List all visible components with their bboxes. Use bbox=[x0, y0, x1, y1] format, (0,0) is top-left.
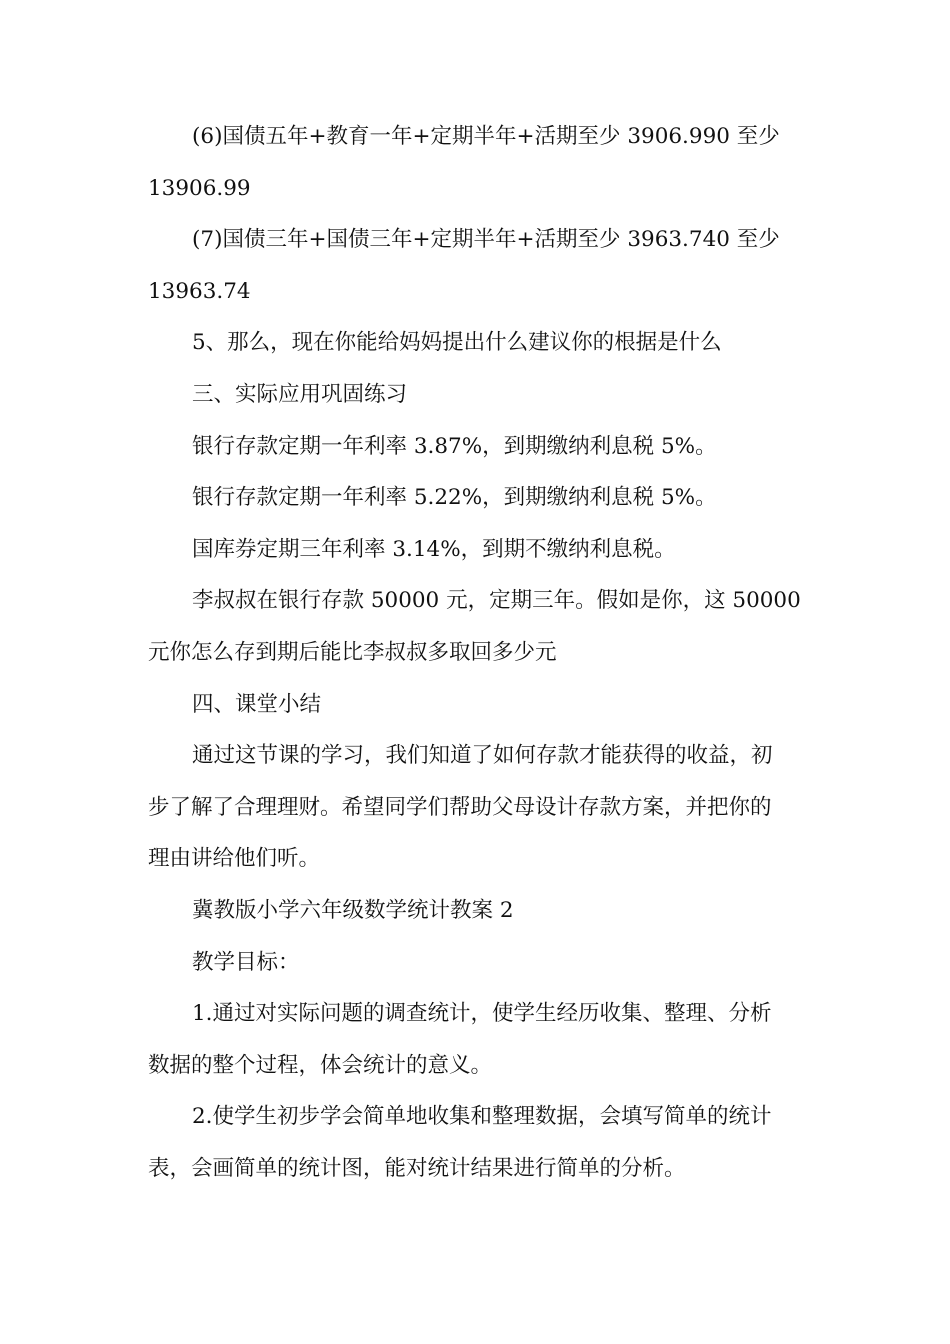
text-line: 理由讲给他们听。 bbox=[148, 846, 321, 872]
paragraph-rate-2 bbox=[148, 472, 800, 524]
text-line: (6)国债五年+教育一年+定期半年+活期至少 3906.990 至少 bbox=[192, 124, 780, 149]
paragraph-practice-question bbox=[148, 575, 800, 678]
text-line: 冀教版小学六年级数学统计教案 2 bbox=[192, 897, 514, 923]
text-line: 5、那么，现在你能给妈妈提出什么建议你的根据是什么 bbox=[192, 330, 722, 356]
text-line: 国库券定期三年利率 3.14%，到期不缴纳利息税。 bbox=[192, 536, 676, 562]
text-line: 13906.99 bbox=[148, 175, 251, 201]
text-line: 数据的整个过程，体会统计的意义。 bbox=[148, 1052, 493, 1078]
text-line: 李叔叔在银行存款 50000 元，定期三年。假如是你，这 50000 bbox=[192, 588, 801, 614]
goals-heading bbox=[148, 937, 800, 989]
section-heading-summary bbox=[148, 679, 800, 731]
section-heading-practice bbox=[148, 369, 800, 421]
text-line: 元你怎么存到期后能比李叔叔多取回多少元 bbox=[148, 639, 557, 665]
paragraph-goal-2 bbox=[148, 1091, 800, 1194]
paragraph-rate-3 bbox=[148, 524, 800, 576]
text-line: 13963.74 bbox=[148, 278, 251, 304]
paragraph-goal-1 bbox=[148, 988, 800, 1091]
lesson-title bbox=[148, 885, 800, 937]
text-line: 三、实际应用巩固练习 bbox=[192, 381, 408, 407]
text-line: 步了解了合理理财。希望同学们帮助父母设计存款方案，并把你的 bbox=[148, 794, 772, 820]
text-line: 表，会画简单的统计图，能对统计结果进行简单的分析。 bbox=[148, 1155, 686, 1181]
text-line: 1.通过对实际问题的调查统计，使学生经历收集、整理、分析 bbox=[192, 1001, 772, 1027]
paragraph-rate-1 bbox=[148, 421, 800, 473]
paragraph-option-7 bbox=[148, 214, 800, 317]
text-line: 教学目标： bbox=[192, 949, 300, 975]
text-line: 银行存款定期一年利率 5.22%，到期缴纳利息税 5%。 bbox=[192, 485, 717, 511]
paragraph-option-6 bbox=[148, 111, 800, 214]
text-line: 2.使学生初步学会简单地收集和整理数据，会填写简单的统计 bbox=[192, 1104, 772, 1130]
document-body bbox=[148, 111, 800, 1194]
text-line: 银行存款定期一年利率 3.87%，到期缴纳利息税 5%。 bbox=[192, 433, 717, 459]
text-line: (7)国债三年+国债三年+定期半年+活期至少 3963.740 至少 bbox=[192, 227, 780, 253]
paragraph-question-5 bbox=[148, 317, 800, 369]
text-line: 四、课堂小结 bbox=[192, 691, 322, 717]
paragraph-summary bbox=[148, 730, 800, 885]
text-line: 通过这节课的学习，我们知道了如何存款才能获得的收益，初 bbox=[192, 743, 773, 769]
